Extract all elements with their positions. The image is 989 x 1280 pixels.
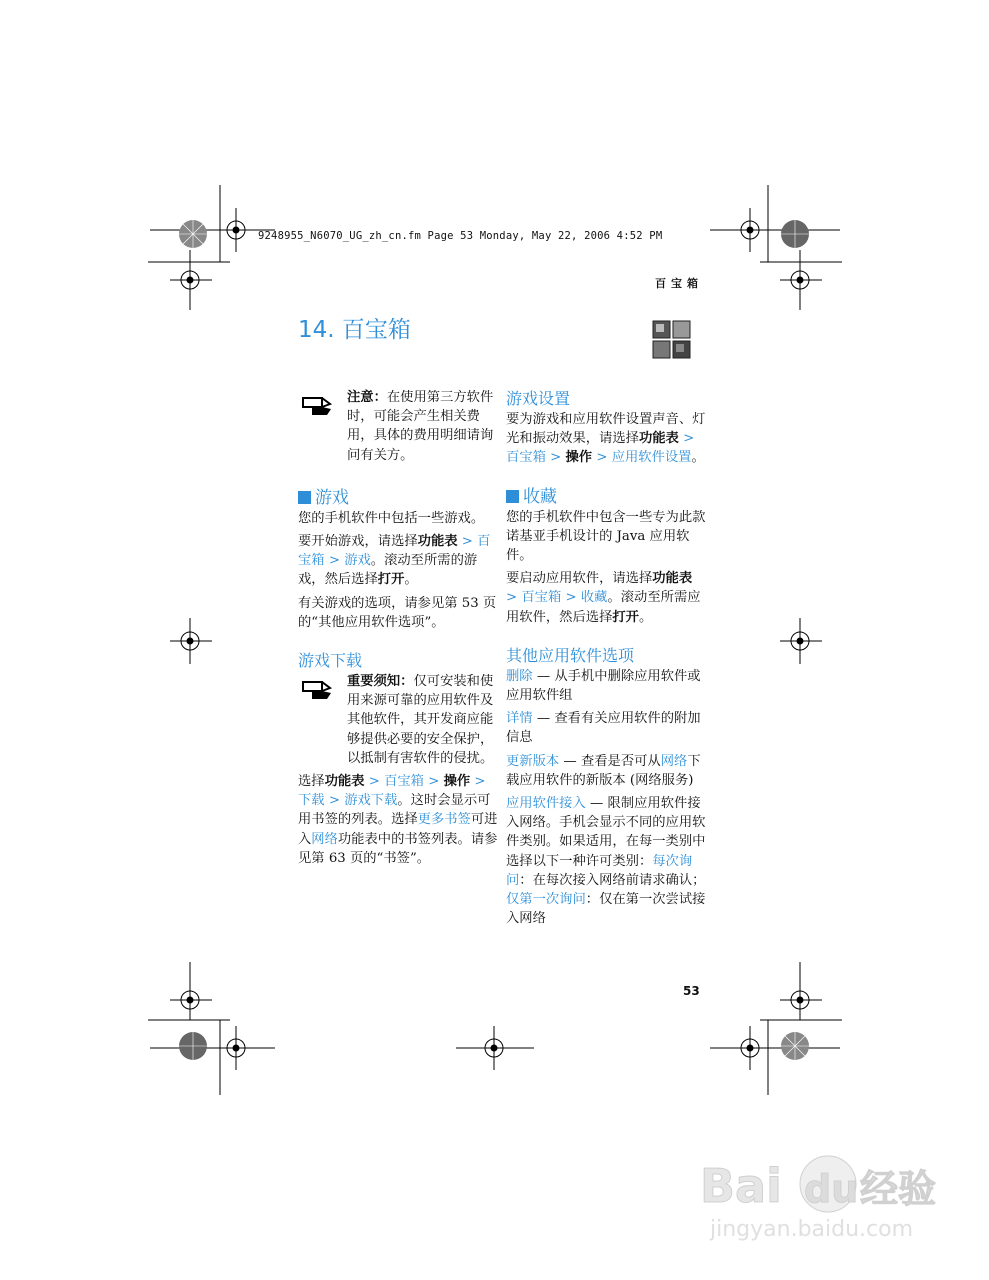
heading-square-icon <box>298 491 311 504</box>
section-heading-other-options: 其他应用软件选项 <box>506 645 635 665</box>
option-delete: 删除 — 从手机中删除应用软件或应用软件组 <box>506 668 701 704</box>
important-note-label: 重要须知： <box>347 674 414 690</box>
watermark-url: jingyan.baidu.com <box>710 1217 914 1242</box>
option-app-access: 应用软件接入 — 限制应用软件接入网络。手机会显示不同的应用软件类别。如果适用，在每一类别中选择以下一种许可类别：每次询问：在每次接入网络前请求确认；仅第一次询问：仅在第一次尝试接入网络 <box>506 796 706 927</box>
chapter-title: 14. 百宝箱 <box>298 317 411 343</box>
apps-grid-icon <box>652 320 692 360</box>
file-info-line: 9248955_N6070_UG_zh_cn.fm Page 53 Monday, May 22, 2006 4:52 PM <box>258 230 663 242</box>
running-head: 百宝箱 <box>655 277 703 290</box>
note-hand-icon <box>300 678 334 704</box>
important-note-block <box>298 672 498 768</box>
watermark-brand2: du <box>804 1167 859 1211</box>
game-settings-paragraph: 要为游戏和应用软件设置声音、灯光和振动效果，请选择功能表 > 百宝箱 > 操作 > 应用软件设置。 <box>506 412 706 466</box>
games-intro: 您的手机软件中包括一些游戏。 <box>298 510 485 526</box>
baidu-jingyan-watermark <box>700 1130 940 1250</box>
note-hand-icon <box>300 394 334 420</box>
page-number: 53 <box>683 984 700 998</box>
section-heading-collection: 收藏 <box>506 486 706 508</box>
left-column <box>298 388 498 872</box>
games-options-paragraph: 有关游戏的选项，请参见第 53 页的“其他应用软件选项”。 <box>298 595 497 630</box>
note-block <box>298 388 498 465</box>
section-heading-game-download: 游戏下载 <box>298 651 363 671</box>
important-note-text: 仅可安装和使用来源可靠的应用软件及其他软件，其开发商应能够提供必要的安全保护，以抵制有害软件的侵扰。 <box>347 674 494 766</box>
option-details: 详情 — 查看有关应用软件的附加信息 <box>506 711 701 746</box>
section-heading-game-settings: 游戏设置 <box>506 389 571 408</box>
watermark-cn: 经验 <box>860 1167 937 1211</box>
note-text: 在使用第三方软件时，可能会产生相关费用，具体的费用明细请询问有关方。 <box>347 390 494 463</box>
section-heading-games: 游戏 <box>298 487 498 509</box>
right-column <box>506 388 706 932</box>
option-update: 更新版本 — 查看是否可从网络下载应用软件的新版本 (网络服务) <box>506 753 701 788</box>
watermark-brand: Bai <box>700 1159 782 1213</box>
heading-square-icon <box>506 490 519 503</box>
collection-intro: 您的手机软件中包含一些专为此款诺基亚手机设计的 Java 应用软件。 <box>506 509 706 564</box>
game-download-paragraph: 选择功能表 > 百宝箱 > 操作 > 下载 > 游戏下载。这时会显示可用书签的列表。选择更多书签可进入网络功能表中的书签列表。请参见第 63 页的“书签”。 <box>298 774 498 866</box>
note-label: 注意： <box>347 390 387 405</box>
collection-start-paragraph: 要启动应用软件，请选择功能表 > 百宝箱 > 收藏。滚动至所需应用软件，然后选择打开。 <box>506 571 701 625</box>
games-start-paragraph: 要开始游戏，请选择功能表 > 百宝箱 > 游戏。滚动至所需的游戏，然后选择打开。 <box>298 534 491 588</box>
